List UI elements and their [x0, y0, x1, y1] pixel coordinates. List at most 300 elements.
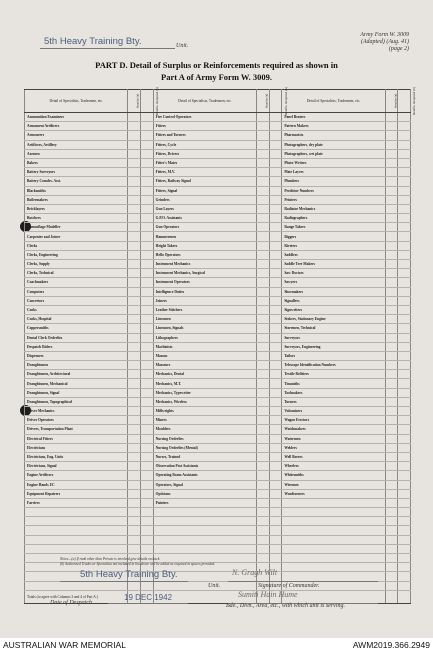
- required-cell[interactable]: [398, 572, 411, 581]
- required-cell[interactable]: [269, 554, 282, 563]
- required-cell[interactable]: [269, 232, 282, 241]
- required-cell[interactable]: [398, 324, 411, 333]
- surplus-cell[interactable]: [128, 158, 141, 167]
- surplus-cell[interactable]: [385, 241, 398, 250]
- required-cell[interactable]: [269, 370, 282, 379]
- surplus-cell[interactable]: [128, 452, 141, 461]
- required-cell[interactable]: [269, 296, 282, 305]
- surplus-cell[interactable]: [257, 113, 270, 122]
- surplus-cell[interactable]: [257, 508, 270, 517]
- surplus-cell[interactable]: [128, 498, 141, 507]
- required-cell[interactable]: [141, 508, 154, 517]
- required-cell[interactable]: [398, 168, 411, 177]
- surplus-cell[interactable]: [128, 131, 141, 140]
- required-cell[interactable]: [398, 113, 411, 122]
- required-cell[interactable]: [141, 489, 154, 498]
- surplus-cell[interactable]: [128, 581, 141, 590]
- surplus-cell[interactable]: [257, 186, 270, 195]
- required-cell[interactable]: [398, 351, 411, 360]
- required-cell[interactable]: [141, 158, 154, 167]
- surplus-cell[interactable]: [385, 140, 398, 149]
- required-cell[interactable]: [398, 397, 411, 406]
- surplus-cell[interactable]: [257, 250, 270, 259]
- required-cell[interactable]: [141, 113, 154, 122]
- required-cell[interactable]: [141, 324, 154, 333]
- surplus-cell[interactable]: [385, 333, 398, 342]
- surplus-cell[interactable]: [257, 480, 270, 489]
- surplus-cell[interactable]: [385, 214, 398, 223]
- surplus-cell[interactable]: [128, 397, 141, 406]
- required-cell[interactable]: [141, 195, 154, 204]
- required-cell[interactable]: [269, 122, 282, 131]
- required-cell[interactable]: [141, 131, 154, 140]
- required-cell[interactable]: [141, 122, 154, 131]
- surplus-cell[interactable]: [385, 131, 398, 140]
- surplus-cell[interactable]: [128, 462, 141, 471]
- surplus-cell[interactable]: [128, 342, 141, 351]
- surplus-cell[interactable]: [385, 554, 398, 563]
- required-cell[interactable]: [398, 195, 411, 204]
- required-cell[interactable]: [269, 214, 282, 223]
- required-cell[interactable]: [398, 498, 411, 507]
- required-cell[interactable]: [269, 361, 282, 370]
- surplus-cell[interactable]: [385, 526, 398, 535]
- required-cell[interactable]: [269, 498, 282, 507]
- surplus-cell[interactable]: [257, 269, 270, 278]
- required-cell[interactable]: [398, 443, 411, 452]
- surplus-cell[interactable]: [385, 535, 398, 544]
- surplus-cell[interactable]: [128, 443, 141, 452]
- surplus-cell[interactable]: [128, 113, 141, 122]
- required-cell[interactable]: [141, 149, 154, 158]
- required-cell[interactable]: [141, 287, 154, 296]
- surplus-cell[interactable]: [128, 195, 141, 204]
- required-cell[interactable]: [398, 241, 411, 250]
- surplus-cell[interactable]: [385, 186, 398, 195]
- surplus-cell[interactable]: [385, 305, 398, 314]
- required-cell[interactable]: [398, 214, 411, 223]
- surplus-cell[interactable]: [128, 333, 141, 342]
- surplus-cell[interactable]: [385, 416, 398, 425]
- required-cell[interactable]: [269, 131, 282, 140]
- required-cell[interactable]: [141, 241, 154, 250]
- surplus-cell[interactable]: [257, 232, 270, 241]
- required-cell[interactable]: [398, 517, 411, 526]
- required-cell[interactable]: [269, 315, 282, 324]
- required-cell[interactable]: [269, 471, 282, 480]
- required-cell[interactable]: [398, 535, 411, 544]
- surplus-cell[interactable]: [128, 232, 141, 241]
- required-cell[interactable]: [269, 149, 282, 158]
- required-cell[interactable]: [269, 260, 282, 269]
- required-cell[interactable]: [141, 544, 154, 553]
- surplus-cell[interactable]: [128, 361, 141, 370]
- surplus-cell[interactable]: [385, 443, 398, 452]
- surplus-cell[interactable]: [257, 168, 270, 177]
- required-cell[interactable]: [398, 296, 411, 305]
- surplus-cell[interactable]: [257, 315, 270, 324]
- required-cell[interactable]: [141, 425, 154, 434]
- required-cell[interactable]: [141, 278, 154, 287]
- surplus-cell[interactable]: [128, 278, 141, 287]
- surplus-cell[interactable]: [385, 232, 398, 241]
- surplus-cell[interactable]: [128, 370, 141, 379]
- required-cell[interactable]: [398, 305, 411, 314]
- surplus-cell[interactable]: [385, 480, 398, 489]
- required-cell[interactable]: [269, 517, 282, 526]
- surplus-cell[interactable]: [385, 113, 398, 122]
- required-cell[interactable]: [141, 480, 154, 489]
- surplus-cell[interactable]: [128, 416, 141, 425]
- surplus-cell[interactable]: [385, 498, 398, 507]
- surplus-cell[interactable]: [128, 544, 141, 553]
- required-cell[interactable]: [269, 168, 282, 177]
- surplus-cell[interactable]: [257, 223, 270, 232]
- required-cell[interactable]: [269, 140, 282, 149]
- surplus-cell[interactable]: [128, 250, 141, 259]
- surplus-cell[interactable]: [257, 158, 270, 167]
- required-cell[interactable]: [141, 498, 154, 507]
- required-cell[interactable]: [269, 113, 282, 122]
- surplus-cell[interactable]: [257, 544, 270, 553]
- required-cell[interactable]: [398, 204, 411, 213]
- surplus-cell[interactable]: [385, 342, 398, 351]
- required-cell[interactable]: [141, 535, 154, 544]
- surplus-cell[interactable]: [128, 140, 141, 149]
- totals-required-cell[interactable]: [398, 590, 411, 603]
- surplus-cell[interactable]: [257, 278, 270, 287]
- surplus-cell[interactable]: [128, 214, 141, 223]
- required-cell[interactable]: [141, 204, 154, 213]
- required-cell[interactable]: [269, 397, 282, 406]
- surplus-cell[interactable]: [385, 471, 398, 480]
- required-cell[interactable]: [398, 370, 411, 379]
- required-cell[interactable]: [141, 388, 154, 397]
- surplus-cell[interactable]: [257, 351, 270, 360]
- surplus-cell[interactable]: [385, 407, 398, 416]
- required-cell[interactable]: [398, 232, 411, 241]
- surplus-cell[interactable]: [257, 122, 270, 131]
- required-cell[interactable]: [398, 544, 411, 553]
- surplus-cell[interactable]: [385, 250, 398, 259]
- surplus-cell[interactable]: [385, 296, 398, 305]
- surplus-cell[interactable]: [257, 149, 270, 158]
- required-cell[interactable]: [141, 471, 154, 480]
- surplus-cell[interactable]: [128, 388, 141, 397]
- required-cell[interactable]: [269, 526, 282, 535]
- surplus-cell[interactable]: [128, 149, 141, 158]
- required-cell[interactable]: [269, 177, 282, 186]
- required-cell[interactable]: [398, 480, 411, 489]
- surplus-cell[interactable]: [385, 434, 398, 443]
- required-cell[interactable]: [269, 223, 282, 232]
- surplus-cell[interactable]: [128, 287, 141, 296]
- required-cell[interactable]: [269, 278, 282, 287]
- required-cell[interactable]: [398, 554, 411, 563]
- surplus-cell[interactable]: [128, 260, 141, 269]
- surplus-cell[interactable]: [128, 535, 141, 544]
- required-cell[interactable]: [269, 305, 282, 314]
- surplus-cell[interactable]: [385, 388, 398, 397]
- required-cell[interactable]: [269, 379, 282, 388]
- required-cell[interactable]: [398, 508, 411, 517]
- required-cell[interactable]: [269, 333, 282, 342]
- surplus-cell[interactable]: [385, 517, 398, 526]
- required-cell[interactable]: [269, 186, 282, 195]
- surplus-cell[interactable]: [257, 535, 270, 544]
- required-cell[interactable]: [269, 351, 282, 360]
- required-cell[interactable]: [398, 149, 411, 158]
- surplus-cell[interactable]: [128, 315, 141, 324]
- surplus-cell[interactable]: [257, 287, 270, 296]
- required-cell[interactable]: [141, 407, 154, 416]
- required-cell[interactable]: [398, 407, 411, 416]
- surplus-cell[interactable]: [128, 296, 141, 305]
- required-cell[interactable]: [141, 370, 154, 379]
- required-cell[interactable]: [141, 434, 154, 443]
- surplus-cell[interactable]: [257, 498, 270, 507]
- required-cell[interactable]: [141, 250, 154, 259]
- required-cell[interactable]: [398, 416, 411, 425]
- required-cell[interactable]: [398, 342, 411, 351]
- surplus-cell[interactable]: [257, 379, 270, 388]
- surplus-cell[interactable]: [128, 517, 141, 526]
- required-cell[interactable]: [141, 342, 154, 351]
- surplus-cell[interactable]: [257, 489, 270, 498]
- surplus-cell[interactable]: [257, 195, 270, 204]
- required-cell[interactable]: [398, 158, 411, 167]
- surplus-cell[interactable]: [257, 370, 270, 379]
- surplus-cell[interactable]: [257, 214, 270, 223]
- surplus-cell[interactable]: [257, 177, 270, 186]
- required-cell[interactable]: [398, 287, 411, 296]
- required-cell[interactable]: [141, 351, 154, 360]
- surplus-cell[interactable]: [128, 471, 141, 480]
- surplus-cell[interactable]: [385, 278, 398, 287]
- required-cell[interactable]: [141, 186, 154, 195]
- required-cell[interactable]: [398, 260, 411, 269]
- surplus-cell[interactable]: [385, 452, 398, 461]
- surplus-cell[interactable]: [385, 287, 398, 296]
- surplus-cell[interactable]: [257, 452, 270, 461]
- surplus-cell[interactable]: [385, 269, 398, 278]
- required-cell[interactable]: [398, 361, 411, 370]
- surplus-cell[interactable]: [385, 379, 398, 388]
- surplus-cell[interactable]: [128, 186, 141, 195]
- surplus-cell[interactable]: [257, 241, 270, 250]
- required-cell[interactable]: [398, 452, 411, 461]
- required-cell[interactable]: [398, 122, 411, 131]
- surplus-cell[interactable]: [385, 489, 398, 498]
- required-cell[interactable]: [398, 563, 411, 572]
- surplus-cell[interactable]: [385, 204, 398, 213]
- surplus-cell[interactable]: [385, 168, 398, 177]
- required-cell[interactable]: [269, 241, 282, 250]
- surplus-cell[interactable]: [128, 379, 141, 388]
- surplus-cell[interactable]: [385, 544, 398, 553]
- surplus-cell[interactable]: [128, 489, 141, 498]
- required-cell[interactable]: [398, 526, 411, 535]
- surplus-cell[interactable]: [385, 324, 398, 333]
- surplus-cell[interactable]: [385, 223, 398, 232]
- required-cell[interactable]: [141, 361, 154, 370]
- required-cell[interactable]: [398, 489, 411, 498]
- surplus-cell[interactable]: [257, 333, 270, 342]
- required-cell[interactable]: [141, 443, 154, 452]
- surplus-cell[interactable]: [257, 140, 270, 149]
- surplus-cell[interactable]: [128, 168, 141, 177]
- required-cell[interactable]: [141, 214, 154, 223]
- required-cell[interactable]: [269, 287, 282, 296]
- surplus-cell[interactable]: [128, 305, 141, 314]
- required-cell[interactable]: [398, 434, 411, 443]
- required-cell[interactable]: [141, 416, 154, 425]
- surplus-cell[interactable]: [128, 407, 141, 416]
- surplus-cell[interactable]: [257, 462, 270, 471]
- surplus-cell[interactable]: [128, 122, 141, 131]
- required-cell[interactable]: [398, 278, 411, 287]
- surplus-cell[interactable]: [128, 351, 141, 360]
- surplus-cell[interactable]: [257, 388, 270, 397]
- surplus-cell[interactable]: [385, 195, 398, 204]
- surplus-cell[interactable]: [385, 563, 398, 572]
- required-cell[interactable]: [141, 581, 154, 590]
- surplus-cell[interactable]: [385, 370, 398, 379]
- surplus-cell[interactable]: [385, 361, 398, 370]
- surplus-cell[interactable]: [257, 296, 270, 305]
- surplus-cell[interactable]: [385, 149, 398, 158]
- required-cell[interactable]: [141, 462, 154, 471]
- surplus-cell[interactable]: [128, 480, 141, 489]
- required-cell[interactable]: [269, 489, 282, 498]
- required-cell[interactable]: [398, 250, 411, 259]
- required-cell[interactable]: [398, 581, 411, 590]
- required-cell[interactable]: [141, 333, 154, 342]
- surplus-cell[interactable]: [385, 122, 398, 131]
- required-cell[interactable]: [269, 452, 282, 461]
- required-cell[interactable]: [141, 140, 154, 149]
- required-cell[interactable]: [269, 250, 282, 259]
- surplus-cell[interactable]: [385, 260, 398, 269]
- required-cell[interactable]: [269, 480, 282, 489]
- required-cell[interactable]: [141, 269, 154, 278]
- required-cell[interactable]: [141, 379, 154, 388]
- surplus-cell[interactable]: [385, 425, 398, 434]
- surplus-cell[interactable]: [257, 425, 270, 434]
- required-cell[interactable]: [269, 204, 282, 213]
- required-cell[interactable]: [398, 223, 411, 232]
- required-cell[interactable]: [141, 232, 154, 241]
- required-cell[interactable]: [398, 269, 411, 278]
- surplus-cell[interactable]: [128, 241, 141, 250]
- required-cell[interactable]: [269, 434, 282, 443]
- required-cell[interactable]: [398, 462, 411, 471]
- surplus-cell[interactable]: [257, 526, 270, 535]
- surplus-cell[interactable]: [128, 425, 141, 434]
- surplus-cell[interactable]: [385, 508, 398, 517]
- surplus-cell[interactable]: [257, 324, 270, 333]
- surplus-cell[interactable]: [257, 342, 270, 351]
- required-cell[interactable]: [269, 342, 282, 351]
- required-cell[interactable]: [141, 260, 154, 269]
- required-cell[interactable]: [269, 544, 282, 553]
- surplus-cell[interactable]: [385, 158, 398, 167]
- required-cell[interactable]: [398, 131, 411, 140]
- surplus-cell[interactable]: [128, 508, 141, 517]
- surplus-cell[interactable]: [128, 177, 141, 186]
- required-cell[interactable]: [269, 535, 282, 544]
- required-cell[interactable]: [398, 186, 411, 195]
- required-cell[interactable]: [398, 315, 411, 324]
- required-cell[interactable]: [141, 223, 154, 232]
- required-cell[interactable]: [141, 397, 154, 406]
- required-cell[interactable]: [269, 158, 282, 167]
- required-cell[interactable]: [141, 168, 154, 177]
- surplus-cell[interactable]: [385, 572, 398, 581]
- surplus-cell[interactable]: [128, 269, 141, 278]
- surplus-cell[interactable]: [385, 581, 398, 590]
- required-cell[interactable]: [269, 407, 282, 416]
- surplus-cell[interactable]: [128, 223, 141, 232]
- required-cell[interactable]: [269, 425, 282, 434]
- surplus-cell[interactable]: [257, 397, 270, 406]
- required-cell[interactable]: [269, 416, 282, 425]
- required-cell[interactable]: [398, 425, 411, 434]
- required-cell[interactable]: [398, 177, 411, 186]
- required-cell[interactable]: [269, 508, 282, 517]
- required-cell[interactable]: [269, 269, 282, 278]
- surplus-cell[interactable]: [257, 554, 270, 563]
- required-cell[interactable]: [141, 315, 154, 324]
- surplus-cell[interactable]: [257, 471, 270, 480]
- surplus-cell[interactable]: [257, 443, 270, 452]
- surplus-cell[interactable]: [257, 407, 270, 416]
- required-cell[interactable]: [398, 379, 411, 388]
- totals-surplus-cell[interactable]: [385, 590, 398, 603]
- required-cell[interactable]: [398, 388, 411, 397]
- surplus-cell[interactable]: [385, 462, 398, 471]
- required-cell[interactable]: [269, 324, 282, 333]
- surplus-cell[interactable]: [257, 204, 270, 213]
- required-cell[interactable]: [141, 517, 154, 526]
- surplus-cell[interactable]: [385, 397, 398, 406]
- required-cell[interactable]: [269, 462, 282, 471]
- surplus-cell[interactable]: [257, 517, 270, 526]
- required-cell[interactable]: [269, 388, 282, 397]
- required-cell[interactable]: [398, 140, 411, 149]
- required-cell[interactable]: [141, 305, 154, 314]
- surplus-cell[interactable]: [257, 416, 270, 425]
- surplus-cell[interactable]: [128, 526, 141, 535]
- surplus-cell[interactable]: [128, 204, 141, 213]
- surplus-cell[interactable]: [385, 351, 398, 360]
- required-cell[interactable]: [141, 296, 154, 305]
- required-cell[interactable]: [269, 443, 282, 452]
- required-cell[interactable]: [141, 526, 154, 535]
- surplus-cell[interactable]: [257, 131, 270, 140]
- surplus-cell[interactable]: [257, 260, 270, 269]
- required-cell[interactable]: [141, 177, 154, 186]
- surplus-cell[interactable]: [257, 434, 270, 443]
- surplus-cell[interactable]: [128, 434, 141, 443]
- required-cell[interactable]: [269, 195, 282, 204]
- required-cell[interactable]: [141, 452, 154, 461]
- required-cell[interactable]: [398, 333, 411, 342]
- surplus-cell[interactable]: [128, 324, 141, 333]
- surplus-cell[interactable]: [385, 315, 398, 324]
- surplus-cell[interactable]: [257, 305, 270, 314]
- required-cell[interactable]: [398, 471, 411, 480]
